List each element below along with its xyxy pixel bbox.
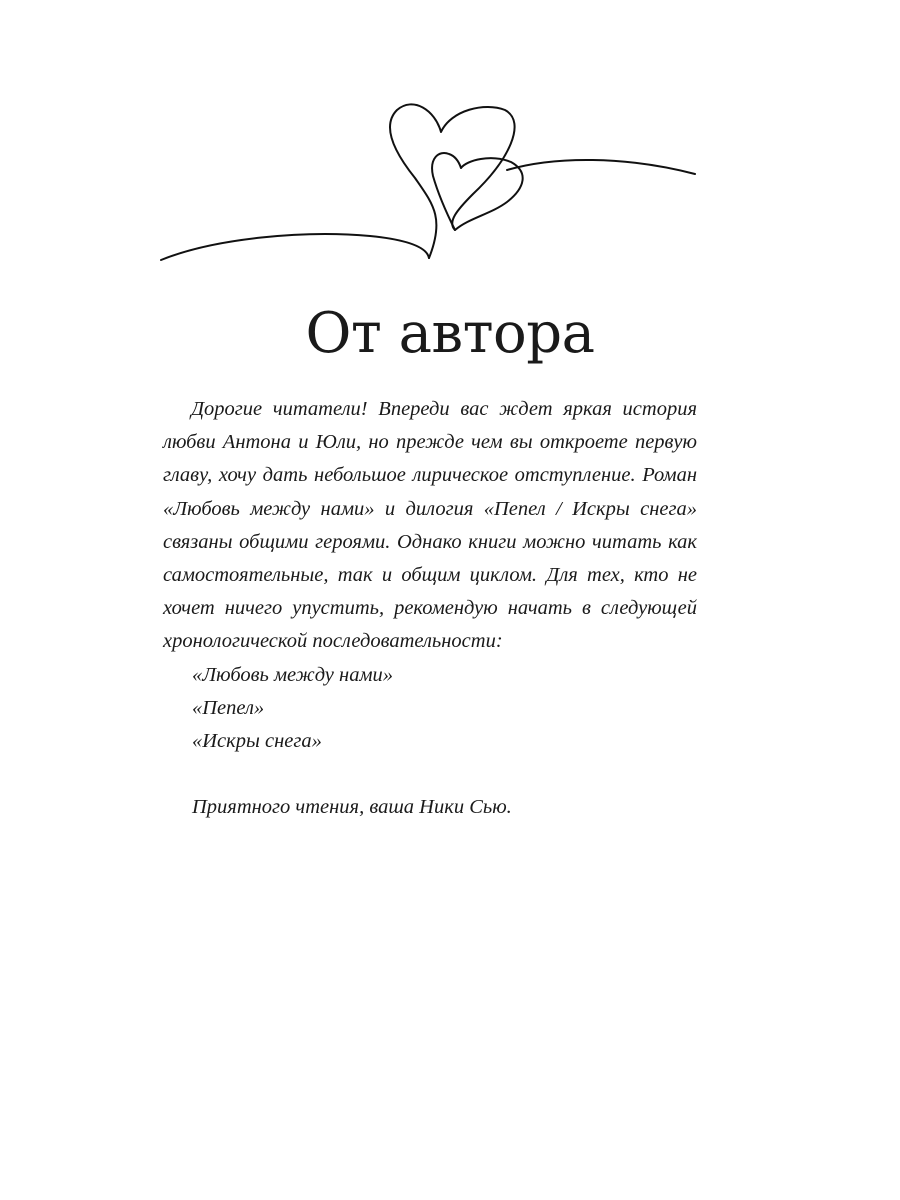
page-title: От автора — [305, 301, 595, 366]
ornament-left-line — [161, 234, 429, 260]
ornament-small-heart — [432, 153, 523, 230]
reading-order-item: «Пепел» — [192, 696, 265, 719]
reading-order-item: «Искры снега» — [192, 730, 322, 753]
author-note — [163, 393, 697, 824]
ornament-big-heart — [390, 104, 514, 258]
signature: Приятного чтения, ваша Ники Сью. — [192, 796, 512, 819]
intro-paragraph: Дорогие читатели! Впереди вас ждет яркая история любви Антона и Юли, но прежде чем вы откроете первую главу, хочу дать небольшое лирическое отступление. Роман «Любовь между нами» и дилогия «Пепел / Искры снега» связаны общими героями. Однако книги можно читать как самостоятельные, так и общим циклом. Для тех, кто не хочет ничего упустить, рекомендую начать в следующей хронологической последовательности: — [163, 398, 697, 653]
two-hearts-line-icon — [155, 98, 705, 270]
reading-order-item: «Любовь между нами» — [192, 663, 394, 686]
ornament-right-line — [507, 160, 695, 174]
